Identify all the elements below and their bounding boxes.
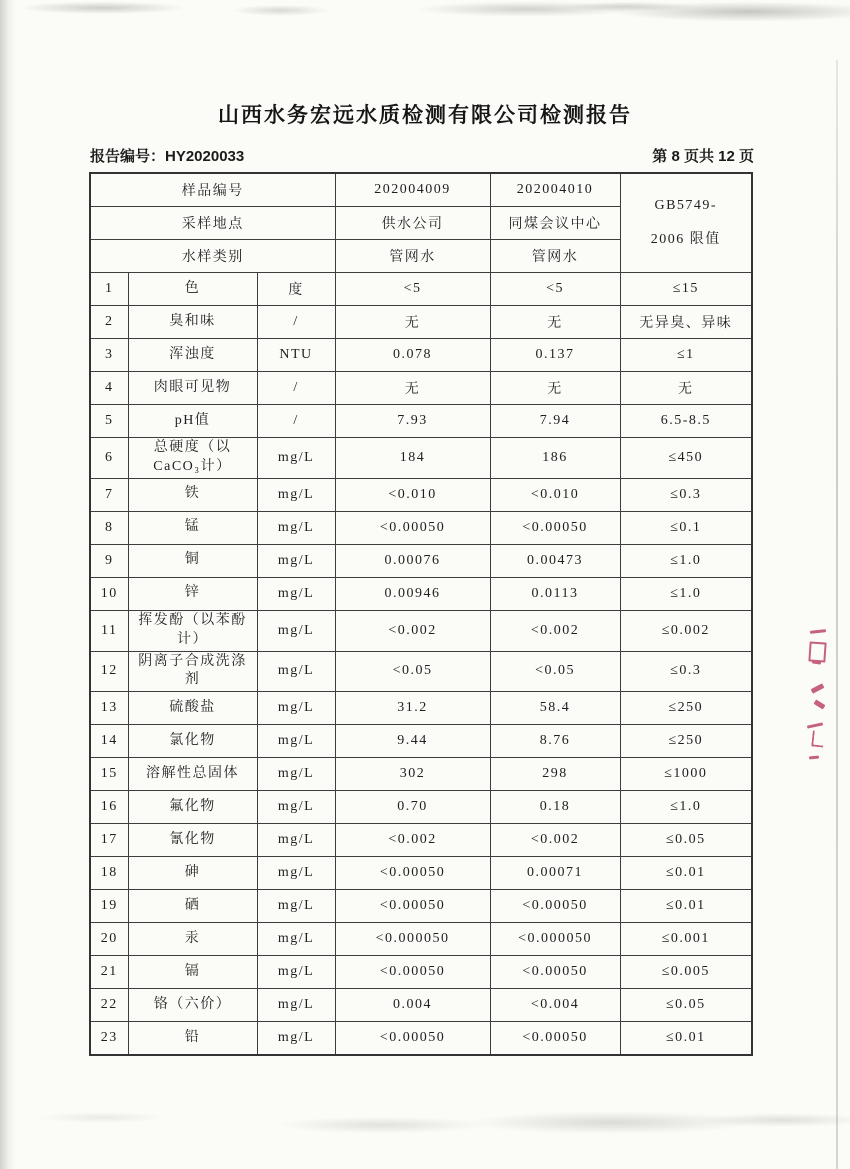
parameter-name: 总硬度（以CaCO₃计）: [128, 438, 257, 479]
table-row: [90, 478, 752, 511]
table-row: [90, 372, 752, 405]
row-number: 15: [90, 758, 128, 791]
table-row: [90, 824, 752, 857]
parameter-name: 铜: [128, 544, 257, 577]
page-indicator: 第 8 页共 12 页: [652, 148, 754, 165]
parameter-name: pH值: [128, 405, 257, 438]
row-number: 10: [90, 577, 128, 610]
row-number: 3: [90, 339, 128, 372]
sample1-value: 184: [335, 438, 490, 479]
parameter-name: 铅: [128, 1022, 257, 1056]
table-row: [90, 511, 752, 544]
row-number: 2: [90, 306, 128, 339]
limit-value: ≤0.05: [620, 824, 752, 857]
row-number: 12: [90, 651, 128, 692]
parameter-name: 臭和味: [128, 306, 257, 339]
limit-value: ≤15: [620, 273, 752, 306]
limit-value: ≤1: [620, 339, 752, 372]
page-title: 山西水务宏远水质检测有限公司检测报告: [218, 104, 632, 127]
parameter-unit: /: [257, 306, 335, 339]
limit-value: ≤0.3: [620, 478, 752, 511]
parameter-name: 挥发酚（以苯酚计）: [128, 610, 257, 651]
sample1-value: <0.000050: [335, 923, 490, 956]
sample2-value: 7.94: [490, 405, 620, 438]
table-row: [90, 306, 752, 339]
parameter-unit: mg/L: [257, 651, 335, 692]
parameter-unit: mg/L: [257, 824, 335, 857]
red-stamp-fragment: [804, 628, 836, 778]
parameter-unit: mg/L: [257, 791, 335, 824]
sample1-value: <0.00050: [335, 956, 490, 989]
row-number: 18: [90, 857, 128, 890]
table-row: [90, 956, 752, 989]
table-row: [90, 725, 752, 758]
parameter-unit: mg/L: [257, 511, 335, 544]
table-row: [90, 651, 752, 692]
parameter-unit: mg/L: [257, 610, 335, 651]
parameter-unit: mg/L: [257, 923, 335, 956]
location-label: 采样地点: [90, 207, 335, 240]
sample2-value: <0.00050: [490, 890, 620, 923]
limit-value: ≤0.01: [620, 890, 752, 923]
row-number: 1: [90, 273, 128, 306]
limit-value: ≤0.05: [620, 989, 752, 1022]
row-number: 9: [90, 544, 128, 577]
report-meta-row: [90, 145, 754, 166]
table-row: [90, 923, 752, 956]
sample1-value: <0.00050: [335, 511, 490, 544]
header-row-sample-no: [90, 173, 752, 207]
row-number: 19: [90, 890, 128, 923]
table-row: [90, 577, 752, 610]
parameter-name: 阴离子合成洗涤剂: [128, 651, 257, 692]
sample2-value: 无: [490, 306, 620, 339]
sample2-value: <0.00050: [490, 956, 620, 989]
sample2-value: <0.004: [490, 989, 620, 1022]
sample2-type: 管网水: [490, 240, 620, 273]
sample2-number: 202004010: [490, 173, 620, 207]
limit-value: ≤1000: [620, 758, 752, 791]
table-row: [90, 544, 752, 577]
limit-value: ≤0.3: [620, 651, 752, 692]
sample2-value: 0.00473: [490, 544, 620, 577]
sample2-value: 0.00071: [490, 857, 620, 890]
limit-value: ≤0.005: [620, 956, 752, 989]
parameter-name: 铬（六价）: [128, 989, 257, 1022]
sample2-value: <0.002: [490, 610, 620, 651]
limit-value: 6.5-8.5: [620, 405, 752, 438]
parameter-unit: 度: [257, 273, 335, 306]
parameter-name: 氟化物: [128, 791, 257, 824]
report-number: 报告编号：HY2020033: [90, 148, 245, 165]
scan-artifact-right-edge: [836, 60, 838, 1169]
sample1-value: 0.078: [335, 339, 490, 372]
parameter-name: 硫酸盐: [128, 692, 257, 725]
table-row: [90, 405, 752, 438]
parameter-unit: mg/L: [257, 890, 335, 923]
limit-value: ≤0.002: [620, 610, 752, 651]
parameter-name: 镉: [128, 956, 257, 989]
row-number: 17: [90, 824, 128, 857]
sample1-value: 302: [335, 758, 490, 791]
sample2-value: 0.18: [490, 791, 620, 824]
sample2-location: 同煤会议中心: [490, 207, 620, 240]
water-quality-table: [89, 172, 753, 1056]
parameter-unit: mg/L: [257, 989, 335, 1022]
sample1-value: 0.00946: [335, 577, 490, 610]
limit-value: ≤450: [620, 438, 752, 479]
parameter-name: 硒: [128, 890, 257, 923]
table-row: [90, 610, 752, 651]
sample2-value: 无: [490, 372, 620, 405]
limit-value: 无异臭、异味: [620, 306, 752, 339]
limit-value: ≤250: [620, 692, 752, 725]
table-row: [90, 1022, 752, 1056]
row-number: 22: [90, 989, 128, 1022]
parameter-unit: NTU: [257, 339, 335, 372]
scan-artifact-top-edge: [0, 0, 850, 26]
parameter-unit: mg/L: [257, 725, 335, 758]
parameter-unit: mg/L: [257, 956, 335, 989]
sample2-value: <0.010: [490, 478, 620, 511]
table-row: [90, 989, 752, 1022]
sample1-value: 7.93: [335, 405, 490, 438]
limit-value: ≤0.1: [620, 511, 752, 544]
row-number: 6: [90, 438, 128, 479]
sample2-value: 0.137: [490, 339, 620, 372]
limit-header-line2: 2006 限值: [650, 232, 721, 247]
sample1-value: 9.44: [335, 725, 490, 758]
table-row: [90, 273, 752, 306]
limit-column-header: [620, 173, 752, 273]
sample1-value: <0.00050: [335, 857, 490, 890]
sample1-value: <0.010: [335, 478, 490, 511]
sample-no-label: 样品编号: [90, 173, 335, 207]
table-row: [90, 857, 752, 890]
row-number: 5: [90, 405, 128, 438]
row-number: 23: [90, 1022, 128, 1056]
sample1-value: <0.05: [335, 651, 490, 692]
table-row: [90, 791, 752, 824]
sample1-value: 31.2: [335, 692, 490, 725]
table-row: [90, 692, 752, 725]
parameter-name: 锰: [128, 511, 257, 544]
parameter-name: 氰化物: [128, 824, 257, 857]
parameter-unit: /: [257, 372, 335, 405]
scan-artifact-left-edge: [0, 0, 16, 1169]
parameter-name: 汞: [128, 923, 257, 956]
parameter-name: 锌: [128, 577, 257, 610]
parameter-unit: mg/L: [257, 438, 335, 479]
table-row: [90, 758, 752, 791]
table-row: [90, 339, 752, 372]
sample1-location: 供水公司: [335, 207, 490, 240]
row-number: 8: [90, 511, 128, 544]
limit-value: ≤0.01: [620, 1022, 752, 1056]
sample1-type: 管网水: [335, 240, 490, 273]
table-row: [90, 890, 752, 923]
row-number: 7: [90, 478, 128, 511]
sample2-value: <0.05: [490, 651, 620, 692]
limit-value: ≤250: [620, 725, 752, 758]
sample2-value: 298: [490, 758, 620, 791]
parameter-name: 色: [128, 273, 257, 306]
row-number: 4: [90, 372, 128, 405]
sample1-number: 202004009: [335, 173, 490, 207]
scan-artifact-bottom-edge: [0, 1095, 850, 1145]
parameter-unit: mg/L: [257, 478, 335, 511]
parameter-name: 肉眼可见物: [128, 372, 257, 405]
sample1-value: 0.00076: [335, 544, 490, 577]
row-number: 13: [90, 692, 128, 725]
sample1-value: 0.70: [335, 791, 490, 824]
sample1-value: <0.002: [335, 824, 490, 857]
limit-value: 无: [620, 372, 752, 405]
sample2-value: <0.00050: [490, 1022, 620, 1056]
row-number: 16: [90, 791, 128, 824]
parameter-unit: /: [257, 405, 335, 438]
sample2-value: 186: [490, 438, 620, 479]
parameter-name: 铁: [128, 478, 257, 511]
parameter-unit: mg/L: [257, 692, 335, 725]
parameter-name: 砷: [128, 857, 257, 890]
parameter-name: 氯化物: [128, 725, 257, 758]
parameter-unit: mg/L: [257, 577, 335, 610]
limit-value: ≤1.0: [620, 577, 752, 610]
sample1-value: <0.00050: [335, 890, 490, 923]
sample2-value: 0.0113: [490, 577, 620, 610]
parameter-unit: mg/L: [257, 857, 335, 890]
row-number: 14: [90, 725, 128, 758]
sample1-value: 无: [335, 372, 490, 405]
limit-value: ≤0.01: [620, 857, 752, 890]
row-number: 20: [90, 923, 128, 956]
sample2-value: 8.76: [490, 725, 620, 758]
sample1-value: 无: [335, 306, 490, 339]
row-number: 21: [90, 956, 128, 989]
parameter-unit: mg/L: [257, 758, 335, 791]
parameter-unit: mg/L: [257, 544, 335, 577]
limit-header-line1: GB5749-: [654, 198, 718, 213]
sample2-value: <0.000050: [490, 923, 620, 956]
sample1-value: <0.00050: [335, 1022, 490, 1056]
parameter-unit: mg/L: [257, 1022, 335, 1056]
limit-value: ≤1.0: [620, 544, 752, 577]
row-number: 11: [90, 610, 128, 651]
parameter-name: 溶解性总固体: [128, 758, 257, 791]
limit-value: ≤1.0: [620, 791, 752, 824]
sample1-value: 0.004: [335, 989, 490, 1022]
sample2-value: <5: [490, 273, 620, 306]
type-label: 水样类别: [90, 240, 335, 273]
sample1-value: <5: [335, 273, 490, 306]
parameter-name: 浑浊度: [128, 339, 257, 372]
sample1-value: <0.002: [335, 610, 490, 651]
sample2-value: 58.4: [490, 692, 620, 725]
limit-value: ≤0.001: [620, 923, 752, 956]
table-row: [90, 438, 752, 479]
sample2-value: <0.00050: [490, 511, 620, 544]
sample2-value: <0.002: [490, 824, 620, 857]
